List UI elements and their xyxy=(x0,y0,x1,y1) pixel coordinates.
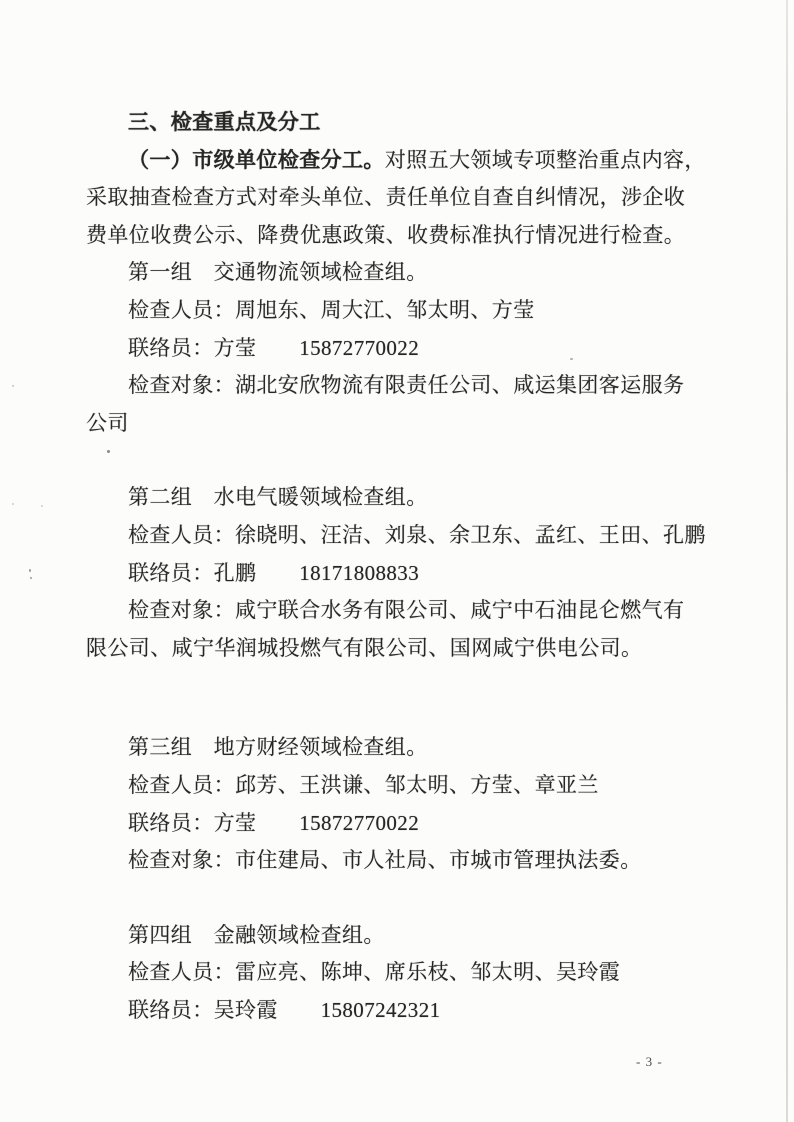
group-2-utilities xyxy=(86,479,706,667)
scan-speck xyxy=(30,577,32,579)
scan-speck xyxy=(570,358,573,360)
group-3-liaison: 联络员：方莹 15872770022 xyxy=(128,810,420,835)
group-1-targets-line-1: 检查对象：湖北安欣物流有限责任公司、咸运集团客运服务 xyxy=(128,373,685,398)
scan-edge-line xyxy=(786,0,788,1122)
intro-clause-title: （一）市级单位检查分工。 xyxy=(128,147,385,172)
scan-speck xyxy=(107,450,110,453)
group-1-targets-line-2: 公司 xyxy=(86,410,129,435)
group-3-title: 第三组 地方财经领域检查组。 xyxy=(128,735,428,760)
scan-speck xyxy=(12,385,14,387)
group-2-inspectors: 检查人员：徐晓明、汪洁、刘泉、余卫东、孟红、王田、孔鹏 xyxy=(128,522,706,547)
page-number: - 3 - xyxy=(636,1054,663,1069)
group-3-targets-line-1: 检查对象：市住建局、市人社局、市城市管理执法委。 xyxy=(128,848,642,873)
group-3-local-finance xyxy=(86,729,686,879)
scan-speck xyxy=(12,503,14,505)
intro-line-2: 采取抽查检查方式对牵头单位、责任单位自查自纠情况，涉企收 xyxy=(86,185,686,210)
group-4-finance xyxy=(86,917,686,1030)
document-body xyxy=(86,104,706,1029)
section-heading: 三、检查重点及分工 xyxy=(128,110,321,134)
group-1-liaison: 联络员：方莹 15872770022 xyxy=(128,335,420,360)
group-2-liaison: 联络员：孔鹏 18171808833 xyxy=(128,560,420,585)
group-1-title: 第一组 交通物流领域检查组。 xyxy=(128,260,428,285)
intro-line-1 xyxy=(86,142,706,180)
group-2-targets-line-1: 检查对象：咸宁联合水务有限公司、咸宁中石油昆仑燃气有 xyxy=(128,598,685,623)
group-3-inspectors: 检查人员：邱芳、王洪谦、邹太明、方莹、章亚兰 xyxy=(128,772,599,797)
scan-speck xyxy=(41,505,43,507)
group-4-liaison: 联络员：吴玲霞 15807242321 xyxy=(128,997,441,1022)
intro-line-3: 费单位收费公示、降费优惠政策、收费标准执行情况进行检查。 xyxy=(86,222,686,247)
group-2-targets-line-2: 限公司、咸宁华润城投燃气有限公司、国网咸宁供电公司。 xyxy=(86,635,643,660)
group-1-transport-logistics xyxy=(86,254,686,442)
intro-line-1-rest: 对照五大领域专项整治重点内容， xyxy=(384,147,706,172)
group-4-title: 第四组 金融领域检查组。 xyxy=(128,922,385,947)
group-4-inspectors: 检查人员：雷应亮、陈坤、席乐枝、邹太明、吴玲霞 xyxy=(128,960,621,985)
group-2-title: 第二组 水电气暖领域检查组。 xyxy=(128,485,428,510)
group-1-inspectors: 检查人员：周旭东、周大江、邹太明、方莹 xyxy=(128,297,535,322)
scan-speck xyxy=(29,569,31,572)
